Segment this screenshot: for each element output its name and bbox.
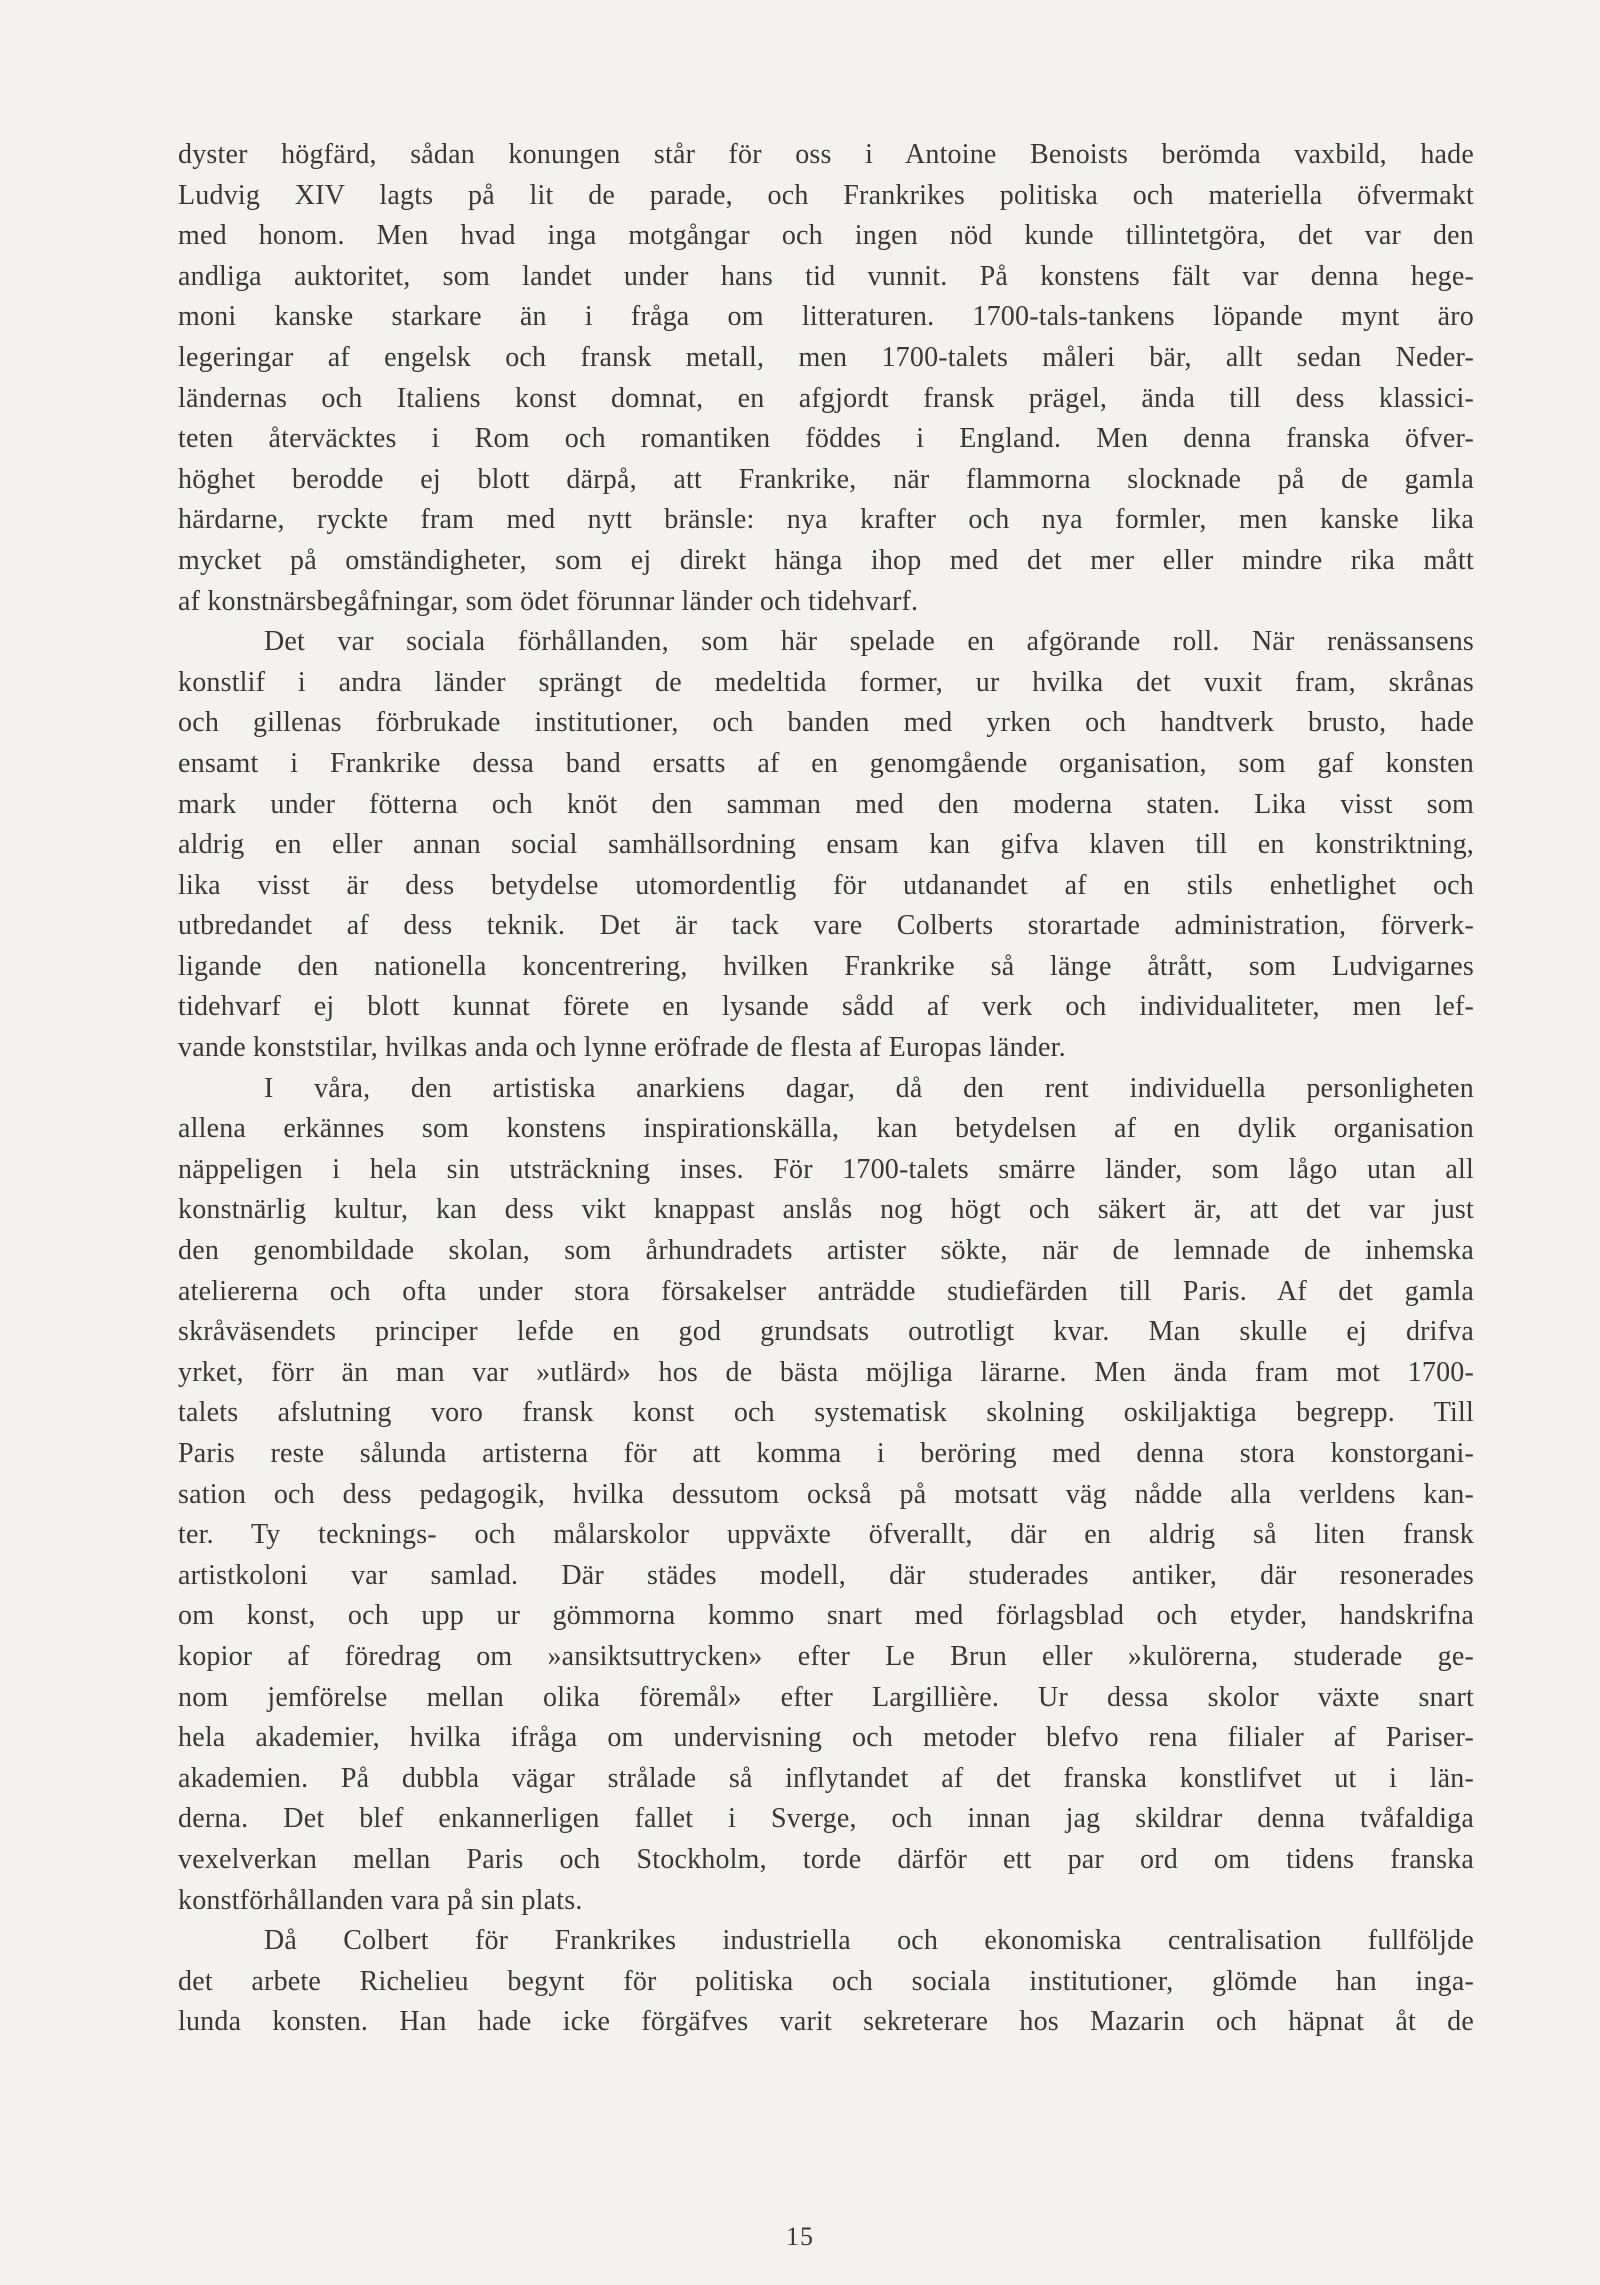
text-line: mycket på omständigheter, som ej direkt hänga ihop med det mer eller mindre rika mått — [178, 544, 1474, 576]
text-line: akademien. På dubbla vägar strålade så inflytandet af det franska konstlifvet ut i län- — [178, 1762, 1474, 1794]
page-number: 15 — [786, 2222, 814, 2251]
text-line: Då Colbert för Frankrikes industriella och ekonomiska centralisation fullföljde — [264, 1925, 1474, 1957]
text-line: derna. Det blef enkannerligen fallet i Sverge, och innan jag skildrar denna tvåfaldiga — [178, 1803, 1474, 1835]
text-line: utbredandet af dess teknik. Det är tack vare Colberts storartade administration, förverk- — [178, 910, 1474, 942]
text-line: det arbete Richelieu begynt för politiska och sociala institutioner, glömde han inga- — [178, 1965, 1474, 1997]
text-line: konstnärlig kultur, kan dess vikt knappast anslås nog högt och säkert är, att det var just — [178, 1194, 1474, 1226]
text-line: kopior af föredrag om »ansiktsuttrycken» efter Le Brun eller »kulörerna, studerade ge- — [178, 1640, 1474, 1672]
text-line: ligande den nationella koncentrering, hvilken Frankrike så länge åtrått, som Ludvigarnes — [178, 950, 1474, 982]
text-line: näppeligen i hela sin utsträckning inses. För 1700-talets smärre länder, som lågo utan all — [178, 1153, 1474, 1185]
text-line: legeringar af engelsk och fransk metall, men 1700-talets måleri bär, allt sedan Neder- — [178, 341, 1474, 373]
text-line: allena erkännes som konstens inspirationskälla, kan betydelsen af en dylik organisation — [178, 1113, 1474, 1145]
text-line: ateliererna och ofta under stora försakelser anträdde studiefärden till Paris. Af det gamla — [178, 1275, 1474, 1307]
text-line: moni kanske starkare än i fråga om litteraturen. 1700-tals-tankens löpande mynt äro — [178, 301, 1474, 333]
text-line: artistkoloni var samlad. Där städes modell, där studerades antiker, där resonerades — [178, 1559, 1474, 1591]
text-line: Paris reste sålunda artisterna för att komma i beröring med denna stora konstorgani- — [178, 1438, 1474, 1469]
text-line: ensamt i Frankrike dessa band ersatts af en genomgående organisation, som gaf konsten — [178, 747, 1474, 779]
text-line: nom jemförelse mellan olika föremål» efter Largillière. Ur dessa skolor växte snart — [178, 1681, 1474, 1713]
text-line: och gillenas förbrukade institutioner, och banden med yrken och handtverk brusto, hade — [178, 707, 1474, 739]
text-line: Det var sociala förhållanden, som här spelade en afgörande roll. När renässansens — [264, 626, 1474, 658]
text-line: lunda konsten. Han hade icke förgäfves varit sekreterare hos Mazarin och häpnat åt de — [178, 2006, 1474, 2038]
text-line: af konstnärsbegåfningar, som ödet förunnar länder och tidehvarf. — [178, 585, 919, 617]
text-line: härdarne, ryckte fram med nytt bränsle: nya krafter och nya formler, men kanske lika — [178, 504, 1474, 536]
text-line: den genombildade skolan, som århundradets artister sökte, när de lemnade de inhemska — [178, 1235, 1474, 1267]
text-line: ter. Ty tecknings- och målarskolor uppväxte öfverallt, där en aldrig så liten fransk — [178, 1519, 1474, 1551]
text-line: konstförhållanden vara på sin plats. — [178, 1884, 583, 1916]
text-line: andliga auktoritet, som landet under hans tid vunnit. På konstens fält var denna hege- — [178, 260, 1474, 292]
text-line: vexelverkan mellan Paris och Stockholm, torde därför ett par ord om tidens franska — [178, 1843, 1474, 1875]
body-text — [178, 135, 1474, 2043]
text-line: teten återväcktes i Rom och romantiken föddes i England. Men denna franska öfver- — [178, 423, 1474, 455]
text-line: dyster högfärd, sådan konungen står för oss i Antoine Benoists berömda vaxbild, hade — [178, 139, 1474, 170]
text-line: lika visst är dess betydelse utomordentlig för utdanandet af en stils enhetlighet och — [178, 869, 1474, 901]
text-line: Ludvig XIV lagts på lit de parade, och Frankrikes politiska och materiella öfvermakt — [178, 179, 1474, 211]
text-line: I våra, den artistiska anarkiens dagar, då den rent individuella personligheten — [264, 1072, 1474, 1104]
text-line: yrket, förr än man var »utlärd» hos de bästa möjliga lärarne. Men ända fram mot 1700- — [178, 1356, 1474, 1388]
text-line: ländernas och Italiens konst domnat, en afgjordt fransk prägel, ända till dess klassici- — [178, 382, 1474, 414]
text-line: skråväsendets principer lefde en god grundsats outrotligt kvar. Man skulle ej drifva — [178, 1316, 1474, 1348]
text-line: talets afslutning voro fransk konst och systematisk skolning oskiljaktiga begrepp. Till — [178, 1397, 1474, 1429]
text-line: vande konststilar, hvilkas anda och lynne eröfrade de flesta af Europas länder. — [178, 1032, 1066, 1064]
text-line: aldrig en eller annan social samhällsordning ensam kan gifva klaven till en konstriktning, — [178, 829, 1474, 861]
text-line: sation och dess pedagogik, hvilka dessutom också på motsatt väg nådde alla verldens kan- — [178, 1478, 1474, 1510]
text-line: höghet berodde ej blott därpå, att Frankrike, när flammorna slocknade på de gamla — [178, 463, 1474, 495]
text-line: mark under fötterna och knöt den samman med den moderna staten. Lika visst som — [178, 788, 1474, 820]
text-line: om konst, och upp ur gömmorna kommo snart med förlagsblad och etyder, handskrifna — [178, 1600, 1474, 1632]
text-line: tidehvarf ej blott kunnat förete en lysande sådd af verk och individualiteter, men lef- — [178, 991, 1474, 1023]
text-line: med honom. Men hvad inga motgångar och ingen nöd kunde tillintetgöra, det var den — [178, 220, 1474, 252]
text-line: hela akademier, hvilka ifråga om undervisning och metoder blefvo rena filialer af Pariser- — [178, 1722, 1474, 1754]
text-line: konstlif i andra länder sprängt de medeltida former, ur hvilka det vuxit fram, skrånas — [178, 666, 1474, 698]
